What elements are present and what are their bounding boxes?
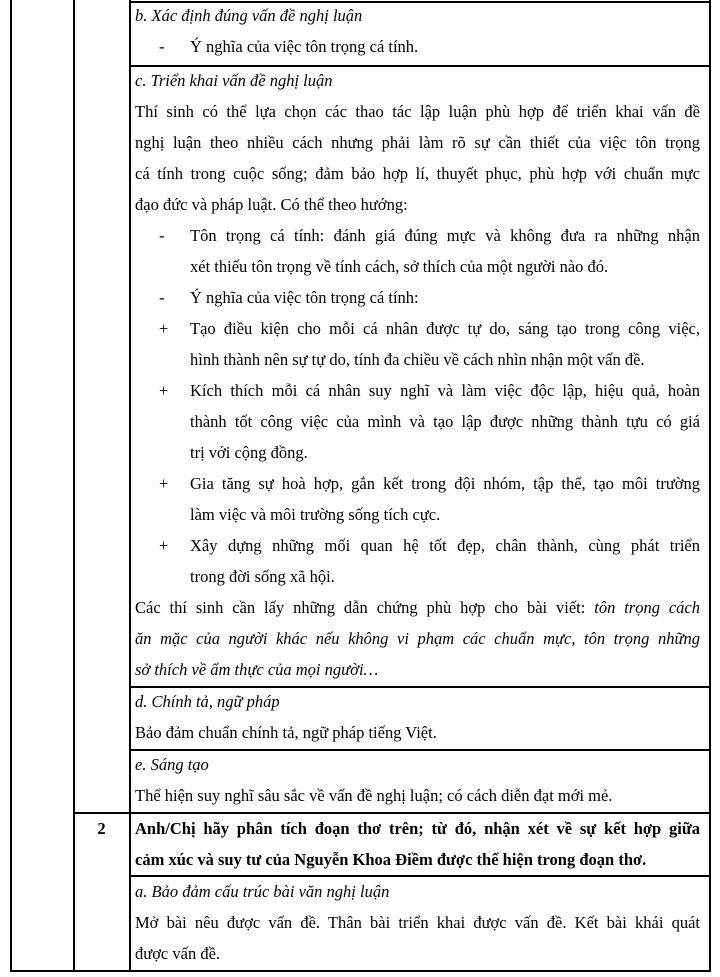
criterion-e [135,749,700,811]
criterion-e-heading: e. Sáng tạo [135,755,209,774]
list-item: - Tôn trọng cá tính: đánh giá đúng mực và không đưa ra những nhận xét thiếu tôn trọng về tính cách, sở thích của một người nào đó. [159,226,700,276]
question-line: Anh/Chị hãy phân tích đoạn thơ trên; từ đó, nhận xét về sự kết hợp giữa [135,819,700,838]
intro-line: đạo đức và pháp luật. Có thể theo hướng: [135,195,408,214]
intro-line: cá tính trong cuộc sống; đảm bảo hợp lí, thuyết phục, phù hợp với chuẩn mực [135,164,700,183]
table-border-right [709,0,711,971]
list-item: - Ý nghĩa của việc tôn trọng cá tính. [159,37,419,56]
question-line: cảm xúc và suy tư của Nguyễn Khoa Điềm được thể hiện trong đoạn thơ. [135,850,647,869]
list-item: + Gia tăng sự hoà hợp, gắn kết trong đội nhóm, tập thể, tạo môi trường làm việc và môi trường sống tích cực. [159,474,700,524]
criterion-d-text: Bảo đảm chuẩn chính tả, ngữ pháp tiếng Việt. [135,723,437,742]
list-item: + Tạo điều kiện cho mỗi cá nhân được tự do, sáng tạo trong công việc, hình thành nên sự tự do, tính đa chiều về cách nhìn nhận một vấn đề. [159,319,700,369]
criterion-d-heading: d. Chính tả, ngữ pháp [135,692,280,711]
criterion-c-heading: c. Triển khai vấn đề nghị luận [135,71,333,90]
table-border-left [10,0,12,971]
table-border-bottom [10,970,711,972]
criterion-b-heading: b. Xác định đúng vấn đề nghị luận [135,6,363,25]
intro-line: Thí sinh có thể lựa chọn các thao tác lập luận phù hợp để triển khai vấn đề [135,102,700,121]
criterion-2a-line: được vấn đề. [135,944,221,963]
evidence-line: Các thí sinh cần lấy những dẫn chứng phù hợp cho bài viết: tôn trọng cách [135,598,700,617]
evidence-line: sở thích về ẩm thực của mọi người… [135,660,379,679]
criterion-c [135,65,700,685]
criterion-2a-line: Mở bài nêu được vấn đề. Thân bài triển khai được vấn đề. Kết bài khái quát [135,913,700,932]
intro-line: nghị luận theo nhiều cách nhưng phải làm rõ sự cần thiết của việc tôn trọng [135,133,700,152]
list-item: + Xây dựng những mối quan hệ tốt đẹp, chân thành, cùng phát triển trong đời sống xã hội. [159,536,700,586]
question-number: 2 [97,819,106,838]
table-border-col3 [129,0,131,971]
evidence-line: ăn mặc của người khác nếu không vi phạm các chuẩn mực, tôn trọng những [135,629,700,648]
list-item: - Ý nghĩa của việc tôn trọng cá tính: [159,288,419,307]
list-item: + Kích thích mỗi cá nhân suy nghĩ và làm việc độc lập, hiệu quả, hoàn thành tốt công việc của mình và tạo lập được những thành tựu có giá trị với cộng đồng. [159,381,700,462]
criterion-d [135,686,700,748]
criterion-b [135,0,700,62]
criterion-2a [135,876,700,969]
question-2 [135,813,700,875]
criterion-2a-heading: a. Bảo đảm cấu trúc bài văn nghị luận [135,882,390,901]
criterion-e-text: Thể hiện suy nghĩ sâu sắc về vấn đề nghị luận; có cách diễn đạt mới mẻ. [135,786,613,805]
